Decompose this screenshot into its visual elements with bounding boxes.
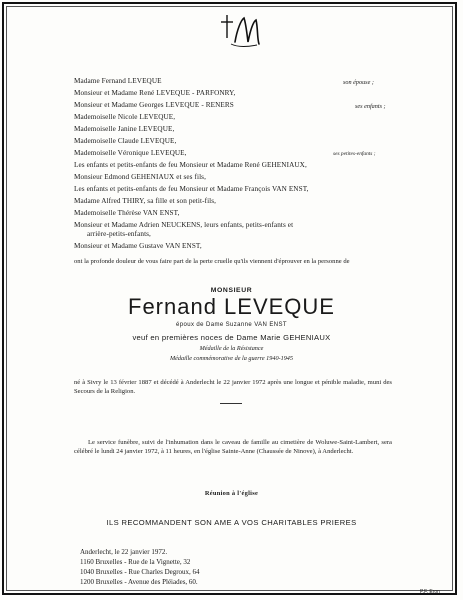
- family-line: Monsieur et Madame Adrien NEUCKENS, leurs enfants, petits-enfants et: [74, 221, 294, 229]
- family-line: Monsieur et Madame Georges LEVEQUE - RENERS: [74, 101, 234, 109]
- family-line: Les enfants et petits-enfants de feu Monsieur et Madame René GEHENIAUX,: [74, 161, 307, 169]
- address-line: Anderlecht, le 22 janvier 1972.: [80, 548, 168, 556]
- address-line: 1160 Bruxelles - Rue de la Vignette, 32: [80, 558, 191, 566]
- subtitle-line: Médaille de la Résistance: [199, 345, 264, 352]
- family-line: Les enfants et petits-enfants de feu Monsieur et Madame François VAN ENST,: [74, 185, 309, 193]
- family-line: arrière-petits-enfants,: [87, 230, 151, 238]
- reunion-text: Réunion à l'église: [204, 490, 259, 497]
- family-note: ses petites-enfants ;: [333, 151, 376, 157]
- family-line: Monsieur et Madame René LEVEQUE - PARFONRY,: [74, 89, 236, 97]
- family-note: son épouse ;: [343, 79, 374, 86]
- family-line: Mademoiselle Véronique LEVEQUE,: [74, 149, 187, 157]
- family-line: Madame Alfred THIRY, sa fille et son petit-fils,: [74, 197, 217, 205]
- family-line: Mademoiselle Nicole LEVEQUE,: [74, 113, 176, 121]
- announcement-text: ont la profonde douleur de vous faire part de la perte cruelle qu'ils viennent d'éprouver en la personne de: [74, 258, 350, 265]
- printer-mark: P.F. Eron: [420, 589, 440, 595]
- separator: [220, 403, 242, 404]
- family-note: ses enfants ;: [355, 103, 386, 110]
- funeral-text: Le service funèbre, suivi de l'inhumation dans le caveau de famille au cimetière de Woluwe-Saint-Lambert, sera célébré le lundi 24 janvier 1972, à 11 heures, en l'église Sainte-Anne (Chaussée de Ninove), à Anderlecht.: [74, 439, 392, 455]
- subtitle-line: veuf en premières noces de Dame Marie GEHENIAUX: [132, 333, 331, 342]
- subtitle-line: époux de Dame Suzanne VAN ENST: [176, 322, 287, 328]
- family-line: Madame Fernand LEVEQUE: [74, 77, 162, 85]
- deceased-name: Fernand LEVEQUE: [128, 294, 335, 319]
- birth-death-text: né à Sivry le 13 février 1887 et décédé à Anderlecht le 22 janvier 1972 après une longue et pénible maladie, muni des Secours de la Religion.: [74, 379, 392, 395]
- address-line: 1040 Bruxelles - Rue Charles Degroux, 64: [80, 568, 200, 576]
- family-line: Mademoiselle Janine LEVEQUE,: [74, 125, 175, 133]
- family-line: Mademoiselle Thérèse VAN ENST,: [74, 209, 180, 217]
- honorific: MONSIEUR: [210, 287, 253, 294]
- family-line: Monsieur Edmond GEHENIAUX et ses fils,: [74, 173, 206, 181]
- address-line: 1200 Bruxelles - Avenue des Pléiades, 60.: [80, 578, 198, 586]
- recommendation-text: ILS RECOMMANDENT SON AME A VOS CHARITABLES PRIERES: [106, 518, 357, 527]
- family-line: Mademoiselle Claude LEVEQUE,: [74, 137, 177, 145]
- subtitle-line: Médaille commémorative de la guerre 1940-1945: [170, 355, 293, 362]
- family-line: Monsieur et Madame Gustave VAN ENST,: [74, 242, 202, 250]
- cross-monogram-logo: [213, 12, 263, 52]
